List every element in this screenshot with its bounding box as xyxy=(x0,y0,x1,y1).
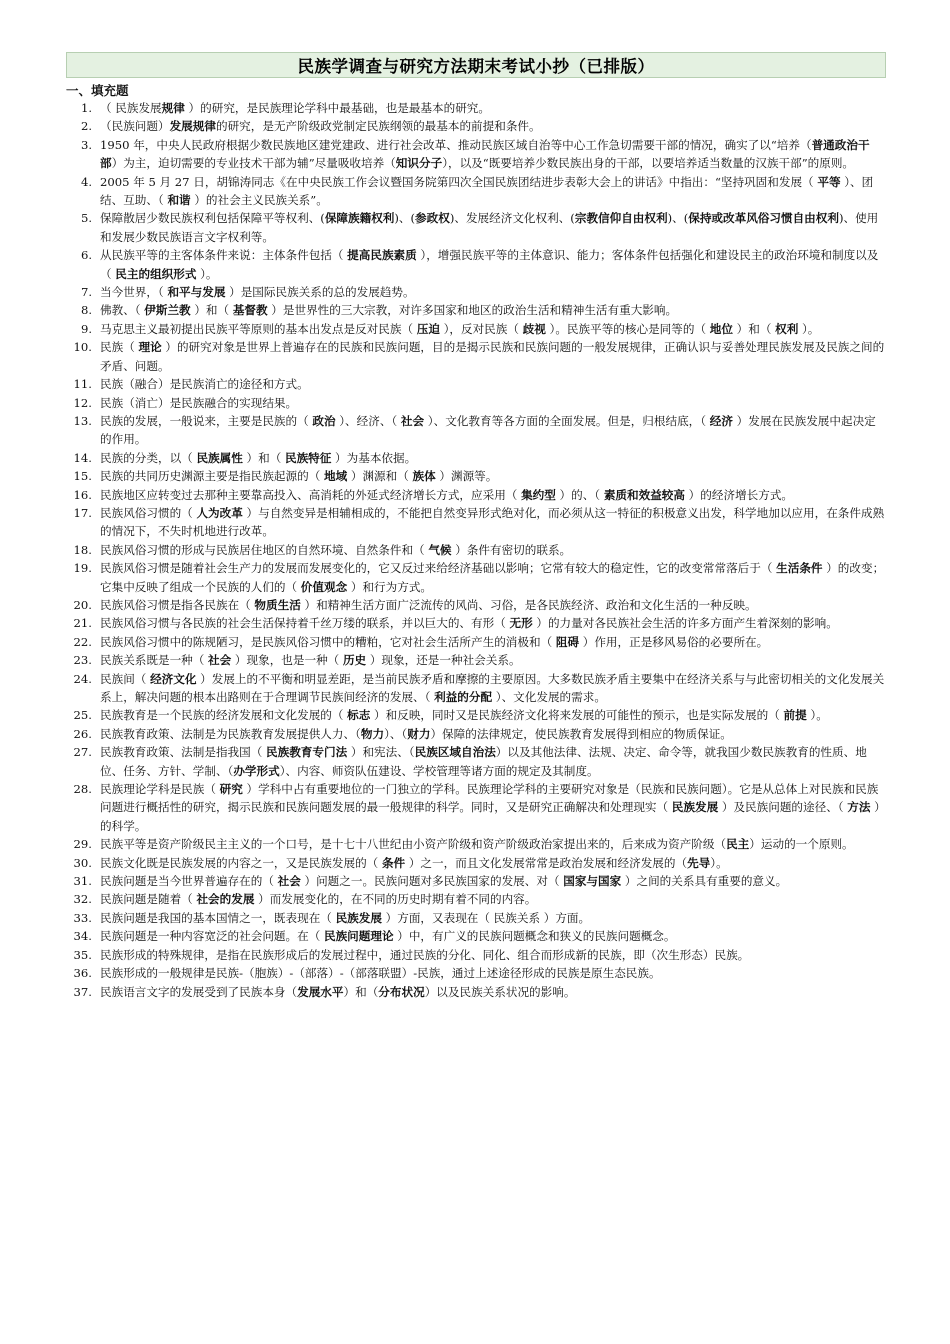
text-segment: 民族关系既是一种（ xyxy=(100,653,209,668)
question-item xyxy=(66,780,886,835)
answer-term: 普通政治干部 xyxy=(100,137,870,171)
text-segment: ）、内容、师资队伍建设、学校管理等诸方面的规定及其制度。 xyxy=(279,763,599,778)
text-segment: 1950 年，中央人民政府根据少数民族地区建党建政、进行社会改革、推动民族区域自治等中心工作急切需要干部的情况，确实了以“培养（ xyxy=(100,137,812,152)
answer-term: 标志 xyxy=(347,708,371,723)
question-number: 33. xyxy=(73,910,92,925)
question-number: 8. xyxy=(80,303,92,318)
answer-term: 社会 xyxy=(400,413,425,428)
question-text xyxy=(100,396,297,410)
text-segment: 民族风俗习惯是指各民族在（ xyxy=(100,597,255,612)
answer-term: 财力 xyxy=(407,726,431,741)
question-number: 32. xyxy=(73,892,92,907)
answer-term: 办学形式 xyxy=(233,763,280,778)
answer-term: 研究 xyxy=(219,782,243,797)
answer-term: 历史 xyxy=(342,653,367,668)
question-item xyxy=(66,743,886,780)
answer-term: 发展水平 xyxy=(297,984,344,999)
title-banner xyxy=(66,52,886,78)
question-item xyxy=(66,541,886,559)
question-text xyxy=(100,856,728,870)
text-segment: ）、文化教育等各方面的全面发展。但是，归根结底，（ xyxy=(424,413,710,428)
question-number: 5. xyxy=(80,211,92,226)
text-segment: ）条件有密切的联系。 xyxy=(451,542,572,557)
question-number: 11. xyxy=(73,377,92,392)
question-item xyxy=(66,320,886,338)
question-item xyxy=(66,835,886,853)
text-segment: ），反对民族（ xyxy=(439,321,523,336)
text-segment: 民族问题是一种内容宽泛的社会问题。在（ xyxy=(100,929,324,944)
text-segment: ）的经济增长方式。 xyxy=(685,487,794,502)
question-text xyxy=(100,653,521,667)
text-segment: 从民族平等的主客体条件来说：主体条件包括（ xyxy=(100,248,348,263)
answer-term: 人为改革 xyxy=(196,505,243,520)
question-number: 30. xyxy=(73,855,92,870)
text-segment: ）中，有广义的民族问题概念和狭义的民族问题概念。 xyxy=(393,929,676,944)
question-number: 34. xyxy=(73,929,92,944)
answer-term: 族体 xyxy=(412,469,436,484)
text-segment: ）与自然变异是相辅相成的，不能把自然变异形式绝对化，而必须从这一特征的积极意义出发，科学地加以应用，在条件成熟的情况下，不失时机地进行改革。 xyxy=(100,505,885,539)
text-segment: 民族风俗习惯的形成与民族居住地区的自然环境、自然条件和（ xyxy=(100,542,429,557)
question-number: 21. xyxy=(73,616,92,631)
text-segment: ）、团结、互助、（ xyxy=(100,174,874,208)
question-item xyxy=(66,670,886,707)
text-segment: ）之间的关系具有重要的意义。 xyxy=(621,874,788,889)
question-item xyxy=(66,633,886,651)
question-text xyxy=(100,340,884,372)
section-heading: 一、填充题 xyxy=(66,83,129,98)
text-segment: ）以及民族关系状况的影响。 xyxy=(424,984,576,999)
answer-term: 民族区域自治法 xyxy=(414,745,496,760)
answer-term: 保持或改革风俗习惯自由权利 xyxy=(688,211,839,226)
answer-term: 参政权 xyxy=(415,211,450,226)
answer-term: 伊斯兰教 xyxy=(144,303,191,318)
text-segment: 马克思主义最初提出民族平等原则的基本出发点是反对民族（ xyxy=(100,321,417,336)
text-segment: 民族间（ xyxy=(100,671,151,686)
answer-term: 社会 xyxy=(208,653,232,668)
text-segment: 民族问题是当今世界普遍存在的（ xyxy=(100,874,278,889)
answer-term: 方法 xyxy=(847,800,871,815)
question-item xyxy=(66,964,886,982)
text-segment: ）现象，还是一种社会关系。 xyxy=(366,653,521,668)
answer-term: 利益的分配 xyxy=(434,690,493,704)
question-text xyxy=(100,911,590,925)
answer-term: 政治 xyxy=(312,413,336,428)
answer-term: 阻碍 xyxy=(555,634,580,649)
answer-term: 民主 xyxy=(726,837,750,852)
question-number: 28. xyxy=(73,782,92,797)
text-segment: ）是世界性的三大宗教，对许多国家和地区的政治生活和精神生活有重大影响。 xyxy=(267,303,678,318)
question-text xyxy=(100,929,675,943)
question-number: 22. xyxy=(73,634,92,649)
text-segment: 民族形成的特殊规律，是指在民族形成后的发展过程中，通过民族的分化、同化、组合而形成新的民族，即（次生形态）民族。 xyxy=(100,947,750,962)
text-segment: ）问题之一。民族问题对多民族国家的发展、对（ xyxy=(300,874,564,889)
question-text xyxy=(100,414,876,446)
question-number: 26. xyxy=(73,726,92,741)
answer-term: 民族发展 xyxy=(335,910,382,925)
text-segment: 民族形成的一般规律是民族-（胞族）-（部落）-（部落联盟）-民族，通过上述途径形成的民族是原生态民族。 xyxy=(100,966,661,981)
text-segment: 民族风俗习惯中的陈规陋习，是民族风俗习惯中的糟粕，它对社会生活所产生的消极和（ xyxy=(100,634,556,649)
text-segment: ）的社会主义民族关系”。 xyxy=(190,193,328,208)
question-item xyxy=(66,173,886,210)
answer-term: 基督教 xyxy=(232,303,268,318)
text-segment: ）现象，也是一种（ xyxy=(231,653,343,668)
question-number: 35. xyxy=(73,947,92,962)
answer-term: 权利 xyxy=(775,321,799,336)
text-segment: ）。 xyxy=(196,266,218,281)
question-text xyxy=(100,948,749,962)
text-segment: 民族的分类，以（ xyxy=(100,450,197,465)
question-number: 16. xyxy=(73,487,92,502)
question-text xyxy=(100,488,793,502)
question-number: 20. xyxy=(73,597,92,612)
question-number: 17. xyxy=(73,505,92,520)
question-text xyxy=(100,303,677,317)
text-segment: ）。 xyxy=(798,321,820,336)
text-segment: ）之一，而且文化发展常常是政治发展和经济发展的（ xyxy=(405,855,688,870)
question-text xyxy=(100,211,878,243)
question-item xyxy=(66,338,886,375)
question-text xyxy=(100,837,854,851)
question-text xyxy=(100,377,309,391)
text-segment: 民族语言文字的发展受到了民族本身（ xyxy=(100,984,298,999)
question-item xyxy=(66,136,886,173)
answer-term: 气候 xyxy=(428,542,452,557)
text-segment: 民族的共同历史渊源主要是指民族起源的（ xyxy=(100,469,324,484)
question-item xyxy=(66,651,886,669)
text-segment: 民族平等是资产阶级民主主义的一个口号，是十七十八世纪由小资产阶级和资产阶级政治家提出来的，后来成为资产阶级（ xyxy=(100,837,727,852)
question-text xyxy=(100,745,867,777)
question-item xyxy=(66,614,886,632)
question-number: 10. xyxy=(73,340,92,355)
text-segment: ）发展在民族发展中起决定的作用。 xyxy=(100,413,876,447)
text-segment: ）和（ xyxy=(343,984,379,999)
text-segment: ）而发展变化的，在不同的历史时期有着不同的内容。 xyxy=(254,892,537,907)
question-text xyxy=(100,598,757,612)
question-item xyxy=(66,467,886,485)
answer-term: 地位 xyxy=(709,321,733,336)
question-number: 15. xyxy=(73,469,92,484)
question-number: 37. xyxy=(73,984,92,999)
text-segment: ）。 xyxy=(710,855,728,870)
text-segment: )、发展经济文化权利、( xyxy=(449,211,575,226)
question-number: 2. xyxy=(80,119,92,134)
text-segment: 民族风俗习惯与各民族的社会生活保持着千丝万缕的联系，并以巨大的、有形（ xyxy=(100,616,510,631)
question-text xyxy=(100,119,541,133)
question-item xyxy=(66,394,886,412)
text-segment: ）渊源等。 xyxy=(435,469,498,484)
question-item xyxy=(66,706,886,724)
answer-term: 规律 xyxy=(161,101,185,115)
text-segment: ）是国际民族关系的总的发展趋势。 xyxy=(225,285,415,300)
question-text xyxy=(100,635,768,649)
question-number: 31. xyxy=(73,874,92,889)
question-item xyxy=(66,946,886,964)
text-segment: ）、文化发展的需求。 xyxy=(492,690,606,704)
question-text xyxy=(100,892,536,906)
question-number: 12. xyxy=(73,395,92,410)
question-text xyxy=(100,874,787,888)
text-segment: 民族教育政策、法制是为民族教育发展提供人力、（ xyxy=(100,726,361,741)
answer-term: 分布状况 xyxy=(378,984,425,999)
answer-term: 先导 xyxy=(687,855,711,870)
question-number: 14. xyxy=(73,450,92,465)
answer-term: 平等 xyxy=(817,174,841,189)
answer-term: 提高民族素质 xyxy=(347,248,417,263)
text-segment: 民族地区应转变过去那种主要靠高投入、高消耗的外延式经济增长方式，应采用（ xyxy=(100,487,522,502)
answer-term: 民族问题理论 xyxy=(323,929,394,944)
answer-term: 无形 xyxy=(509,616,533,631)
text-segment: ）的改变；它集中反映了组成一个民族的人们的（ xyxy=(100,561,885,594)
question-text xyxy=(100,727,732,741)
answer-term: 压迫 xyxy=(416,321,440,336)
text-segment: ）的力量对各民族社会生活的许多方面产生着深刻的影响。 xyxy=(532,616,838,631)
text-segment: ）渊源和（ xyxy=(347,469,413,484)
text-segment: 2005 年 5 月 27 日，胡锦涛同志《在中央民族工作会议暨国务院第四次全国民族团结进步表彰大会上的讲话》中指出：“坚持巩固和发展（ xyxy=(100,174,818,189)
answer-term: 民族属性 xyxy=(196,450,243,465)
text-segment: ）和精神生活方面广泛流传的风尚、习俗，是各民族经济、政治和文化生活的一种反映。 xyxy=(300,597,757,612)
question-list xyxy=(66,99,886,1001)
answer-term: 知识分子 xyxy=(395,156,443,171)
text-segment: 民族（融合）是民族消亡的途径和方式。 xyxy=(100,377,309,392)
text-segment: ）和宪法、（ xyxy=(347,745,415,760)
answer-term: 经济文化 xyxy=(150,671,197,686)
answer-term: 经济 xyxy=(709,413,733,428)
text-segment: ）为主，迫切需要的专业技术干部为辅”尽量吸收培养（ xyxy=(111,156,396,171)
answer-term: 民族特征 xyxy=(284,450,332,465)
text-segment: ）保障的法律规定，使民族教育发展得到相应的物质保证。 xyxy=(430,726,732,741)
question-number: 1. xyxy=(80,101,92,115)
text-segment: 民族文化既是民族发展的内容之一，又是民族发展的（ xyxy=(100,855,382,870)
answer-term: 生活条件 xyxy=(776,561,823,576)
question-item xyxy=(66,559,886,596)
answer-term: 民主的组织形式 xyxy=(115,266,197,281)
answer-term: 和谐 xyxy=(167,193,191,208)
text-segment: ），以及“既要培养少数民族出身的干部，以要培养适当数量的汉族干部”的原则。 xyxy=(442,156,855,171)
question-item xyxy=(66,927,886,945)
question-text xyxy=(100,985,575,999)
document-title: 民族学调查与研究方法期末考试小抄（已排版） xyxy=(297,57,655,76)
question-item xyxy=(66,449,886,467)
question-text xyxy=(100,966,661,980)
answer-term: 地域 xyxy=(323,469,348,484)
text-segment: （ 民族发展 xyxy=(100,101,162,115)
question-item xyxy=(66,117,886,135)
answer-term: 社会的发展 xyxy=(196,892,255,907)
text-segment: 当今世界，（ xyxy=(100,285,168,300)
text-segment: 民族问题是随着（ xyxy=(100,892,197,907)
question-text xyxy=(100,561,884,593)
text-segment: ）和（ xyxy=(242,450,285,465)
text-segment: ）的、（ xyxy=(555,487,604,502)
answer-term: 保障族籍权利 xyxy=(324,211,395,226)
question-text xyxy=(100,322,819,336)
text-segment: ）作用，正是移风易俗的必要所在。 xyxy=(579,634,769,649)
question-number: 27. xyxy=(73,745,92,760)
text-segment: ）和行为方式。 xyxy=(347,579,433,594)
question-number: 13. xyxy=(73,413,92,428)
text-segment: ）为基本依据。 xyxy=(331,450,417,465)
text-segment: ），增强民族平等的主体意识、能力；客体条件包括强化和建设民主的政治环境和制度以及（ xyxy=(100,248,879,281)
question-number: 25. xyxy=(73,708,92,723)
question-item xyxy=(66,99,886,117)
answer-term: 价值观念 xyxy=(300,579,348,594)
text-segment: ）方面，又表现在（ 民族关系 ）方面。 xyxy=(381,910,591,925)
question-number: 4. xyxy=(80,174,92,189)
question-text xyxy=(100,175,873,207)
text-segment: )、( xyxy=(667,211,689,226)
text-segment: 民族风俗习惯的（ xyxy=(100,505,197,520)
answer-term: 发展规律 xyxy=(169,119,216,134)
question-item xyxy=(66,854,886,872)
answer-term: 物质生活 xyxy=(254,597,301,612)
question-item xyxy=(66,246,886,283)
question-text xyxy=(100,782,886,833)
question-number: 18. xyxy=(73,542,92,557)
question-number: 29. xyxy=(73,837,92,852)
text-segment: ）和反映，同时又是民族经济文化将来发展的可能性的预示，也是实际发展的（ xyxy=(370,708,784,723)
question-item xyxy=(66,909,886,927)
answer-term: 宗教信仰自由权利 xyxy=(574,211,668,226)
text-segment: ）的科学。 xyxy=(100,800,886,833)
text-segment: （民族问题） xyxy=(100,119,170,134)
question-text xyxy=(100,101,490,115)
answer-term: 理论 xyxy=(138,340,162,355)
question-item xyxy=(66,872,886,890)
answer-term: 民族教育专门法 xyxy=(266,745,348,760)
question-item xyxy=(66,375,886,393)
text-segment: 民族风俗习惯是随着社会生产力的发展而发展变化的，它又反过来给经济基础以影响；它常有较大的稳定性，它的改变常常落后于（ xyxy=(100,561,777,576)
text-segment: ）的研究，是民族理论学科中最基础，也是最基本的研究。 xyxy=(184,101,490,115)
text-segment: 保障散居少数民族权利包括保障平等权利、( xyxy=(100,211,325,226)
text-segment: 民族（消亡）是民族融合的实现结果。 xyxy=(100,395,298,410)
answer-term: 民族发展 xyxy=(671,800,719,815)
question-text xyxy=(100,469,497,483)
answer-term: 集约型 xyxy=(521,487,556,502)
text-segment: ）的研究对象是世界上普遍存在的民族和民族问题，目的是揭示民族和民族问题的一般发展规律，正确认识与妥善处理民族发展及民族之间的矛盾、问题。 xyxy=(100,340,885,373)
answer-term: 和平与发展 xyxy=(167,285,226,300)
text-segment: ）学科中占有重要地位的一门独立的学科。民族理论学科的主要研究对象是（民族和民族问题）。它是从总体上对民族和民族问题进行概括性的研究，揭示民族和民族问题发展的最一般规律的科学。同时，又是研究正确解决和处理现实（ xyxy=(100,782,879,815)
question-number: 6. xyxy=(80,248,92,263)
text-segment: 民族理论学科是民族（ xyxy=(100,782,220,797)
text-segment: ）运动的一个原则。 xyxy=(749,837,854,852)
answer-term: 歧视 xyxy=(522,321,546,336)
answer-term: 条件 xyxy=(381,855,406,870)
question-number: 23. xyxy=(73,653,92,668)
text-segment: 的研究，是无产阶级政党制定民族纲领的最基本的前提和条件。 xyxy=(215,119,541,134)
text-segment: 民族问题是我国的基本国情之一，既表现在（ xyxy=(100,910,336,925)
question-text xyxy=(100,451,416,465)
question-number: 3. xyxy=(80,137,92,152)
text-segment: ）、（ xyxy=(384,726,408,741)
text-segment: ）。民族平等的核心是同等的（ xyxy=(545,321,710,336)
question-item xyxy=(66,725,886,743)
answer-term: 物力 xyxy=(360,726,385,741)
question-number: 9. xyxy=(80,321,92,336)
question-item xyxy=(66,283,886,301)
text-segment: )、( xyxy=(394,211,416,226)
question-number: 7. xyxy=(80,285,92,300)
question-text xyxy=(100,616,838,630)
answer-term: 国家与国家 xyxy=(563,874,622,889)
question-item xyxy=(66,504,886,541)
text-segment: 民族教育是一个民族的经济发展和文化发展的（ xyxy=(100,708,348,723)
text-segment: ）以及其他法律、法规、决定、命令等，就我国少数民族教育的性质、地位、任务、方针、学制、（ xyxy=(100,745,867,778)
question-text xyxy=(100,672,884,704)
question-item xyxy=(66,983,886,1001)
question-item xyxy=(66,301,886,319)
text-segment: ）发展上的不平衡和明显差距，是当前民族矛盾和摩擦的主要原因。大多数民族矛盾主要集中在经济关系与与此密切相关的文化发展关系上，解决问题的根本出路则在于合理调节民族间经济的发展、（ xyxy=(100,671,885,704)
question-item xyxy=(66,486,886,504)
question-item xyxy=(66,890,886,908)
question-text xyxy=(100,543,571,557)
question-item xyxy=(66,412,886,449)
text-segment: 民族的发展，一般说来，主要是民族的（ xyxy=(100,413,313,428)
text-segment: ）、经济、（ xyxy=(335,413,401,428)
question-text xyxy=(100,285,415,299)
answer-term: 前提 xyxy=(783,708,807,723)
text-segment: ）。 xyxy=(806,708,828,723)
text-segment: ）及民族问题的途径、（ xyxy=(718,800,848,815)
answer-term: 素质和效益较高 xyxy=(603,487,685,502)
question-text xyxy=(100,708,828,722)
question-text xyxy=(100,138,870,170)
text-segment: 民族（ xyxy=(100,340,139,355)
question-item xyxy=(66,596,886,614)
question-text xyxy=(100,248,878,280)
question-number: 19. xyxy=(73,561,92,576)
text-segment: )、使用和发展少数民族语言文字权利等。 xyxy=(100,211,879,244)
answer-term: 社会 xyxy=(277,874,301,889)
text-segment: 民族教育政策、法制是指我国（ xyxy=(100,745,266,760)
text-segment: ）和（ xyxy=(190,303,233,318)
text-segment: 佛教、（ xyxy=(100,303,145,318)
question-number: 24. xyxy=(73,671,92,686)
question-item xyxy=(66,209,886,246)
question-text xyxy=(100,506,884,538)
text-segment: ）和（ xyxy=(732,321,776,336)
question-number: 36. xyxy=(73,966,92,981)
